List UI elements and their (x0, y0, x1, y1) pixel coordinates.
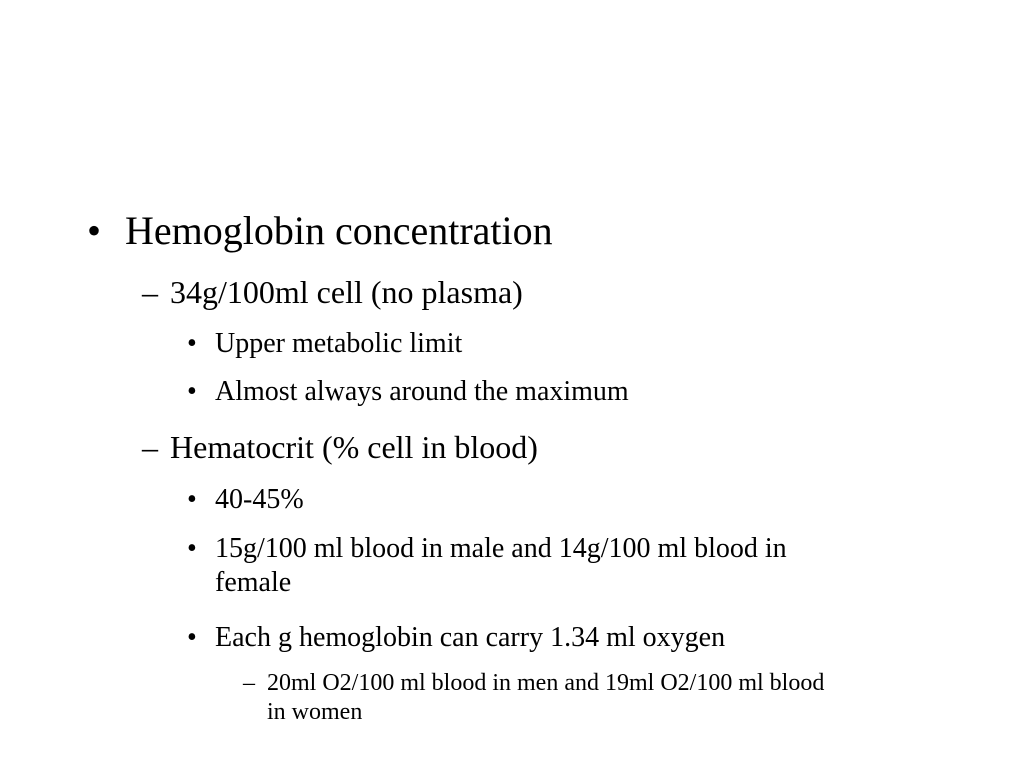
subsubbullet-oxygen-capacity (187, 621, 726, 655)
bullet-text-line-2: female (215, 566, 292, 598)
subsubbullet-upper-limit (187, 327, 463, 361)
subsubbullet-hematocrit-range (187, 483, 304, 517)
subsubbullet-near-maximum (187, 375, 629, 409)
dash-marker: – (243, 670, 255, 696)
subsubbullet-blood-hemoglobin (187, 532, 787, 599)
bullet-text-line-1: 20ml O2/100 ml blood in men and 19ml O2/100 ml blood (267, 670, 825, 696)
dash-marker: – (142, 274, 158, 310)
bullet-marker: • (187, 533, 197, 564)
bullet-marker: • (187, 484, 197, 515)
level4-oxygen-content (243, 669, 825, 727)
bullet-marker: • (87, 208, 102, 253)
bullet-text-line-1: 15g/100 ml blood in male and 14g/100 ml blood in (215, 533, 787, 564)
subbullet-cell-concentration (142, 273, 523, 311)
bullet-text: Hemoglobin concentration (125, 208, 553, 253)
bullet-text: 40-45% (215, 484, 304, 515)
bullet-marker: • (187, 622, 197, 653)
bullet-text: 34g/100ml cell (no plasma) (170, 274, 523, 310)
subbullet-hematocrit (142, 428, 538, 466)
bullet-marker: • (187, 328, 197, 359)
bullet-marker: • (187, 376, 197, 407)
bullet-text: Upper metabolic limit (215, 328, 463, 359)
bullet-text: Each g hemoglobin can carry 1.34 ml oxygen (215, 622, 726, 653)
dash-marker: – (142, 429, 158, 465)
bullet-text: Almost always around the maximum (215, 376, 629, 407)
bullet-text: Hematocrit (% cell in blood) (170, 429, 538, 465)
bullet-hemoglobin-concentration (87, 207, 553, 255)
bullet-text-line-2: in women (267, 698, 363, 725)
